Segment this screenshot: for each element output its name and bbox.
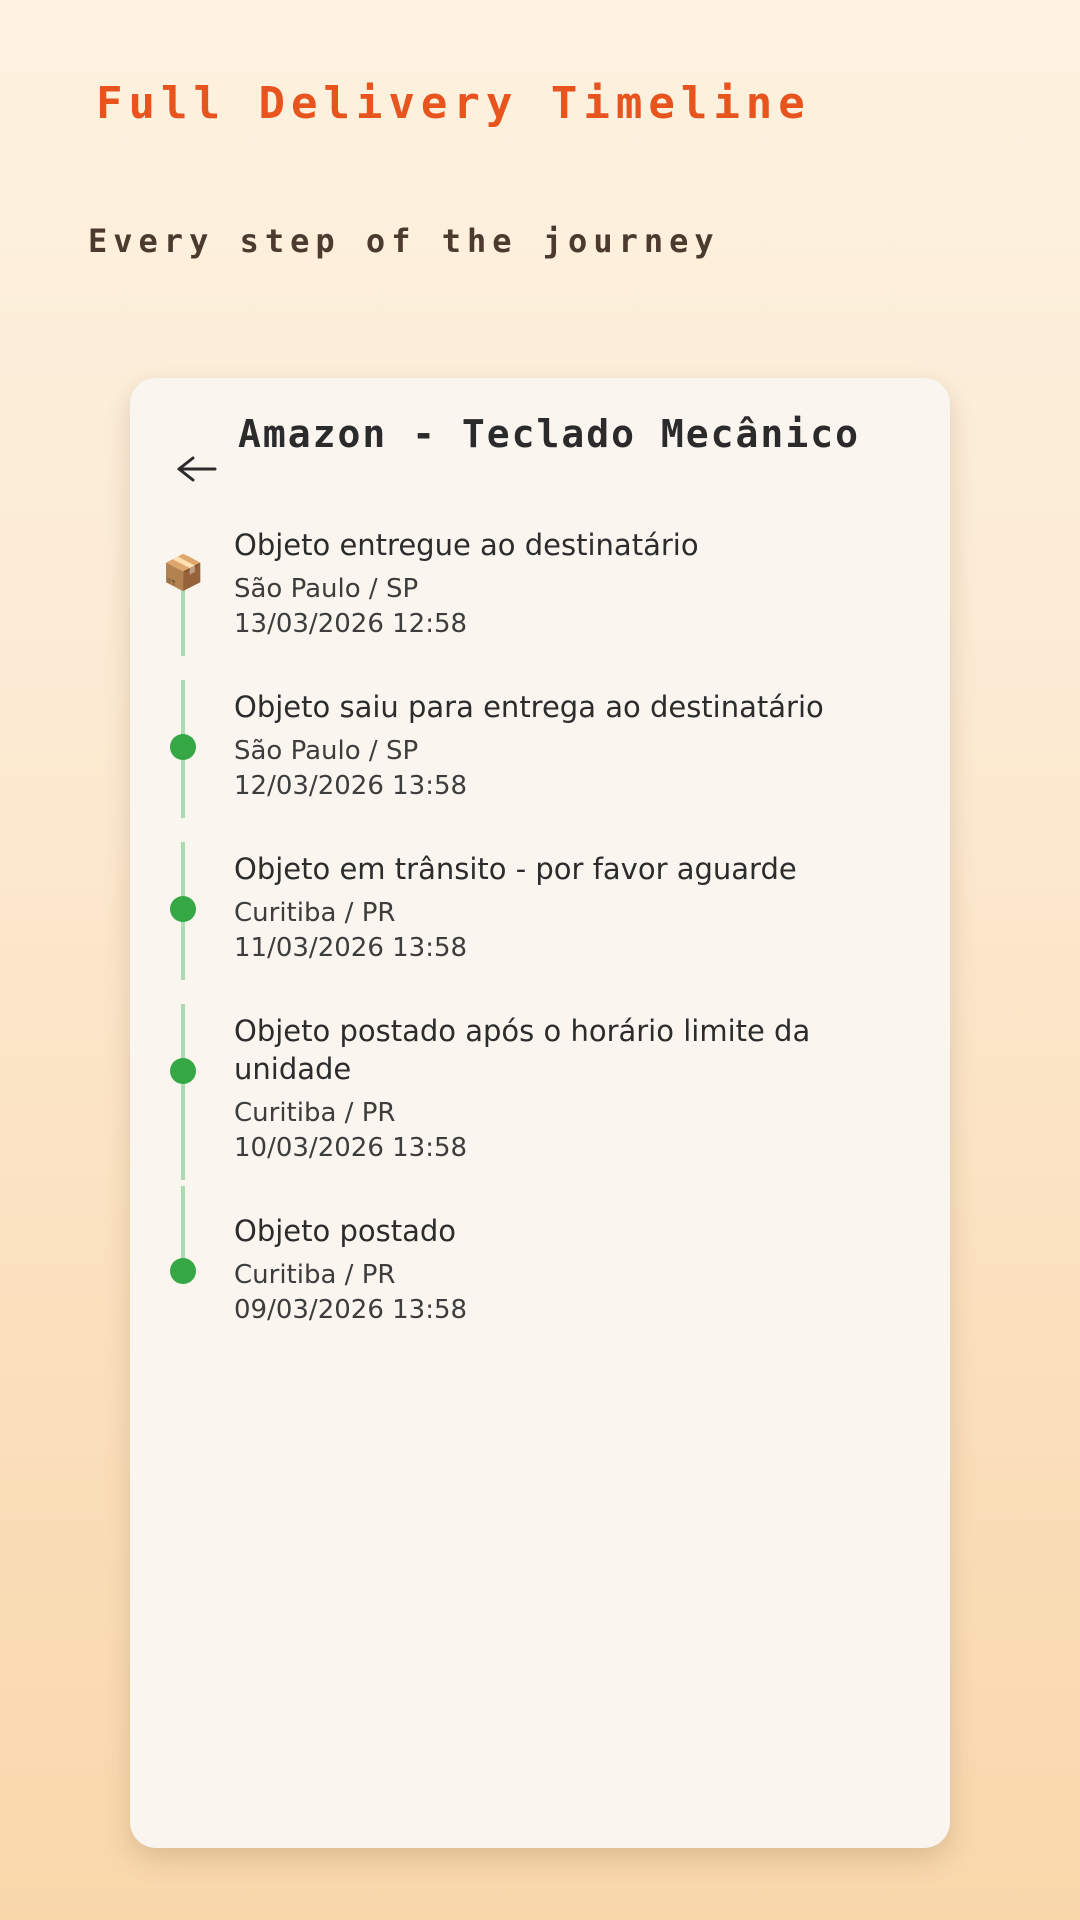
timeline-event[interactable] xyxy=(130,842,910,1004)
timeline-rail xyxy=(130,1004,234,1166)
timeline-event[interactable] xyxy=(130,680,910,842)
timeline-event[interactable] xyxy=(130,1004,910,1204)
back-button[interactable] xyxy=(166,410,228,484)
timeline-rail xyxy=(130,518,234,642)
timeline-event-content xyxy=(234,518,910,642)
timeline-event-status: Objeto entregue ao destinatário xyxy=(234,528,699,562)
tracking-card xyxy=(130,378,950,1848)
timeline-event-status: Objeto em trânsito - por favor aguarde xyxy=(234,851,797,886)
package-delivered-icon: 📦 xyxy=(162,553,205,593)
timeline-dot-icon xyxy=(170,1058,196,1084)
timeline-event-location: Curitiba / PR xyxy=(234,1098,396,1129)
timeline-event-content xyxy=(234,1204,910,1328)
timeline-event-location: São Paulo / SP xyxy=(234,736,419,767)
timeline-event-status: Objeto postado após o horário limite da unidade xyxy=(234,1013,811,1087)
timeline-event-location: Curitiba / PR xyxy=(234,898,396,929)
page-subtitle: Every step of the journey xyxy=(88,222,720,260)
timeline-list xyxy=(130,518,950,1366)
timeline-event-status: Objeto saiu para entrega ao destinatário xyxy=(234,689,824,724)
timeline-rail xyxy=(130,842,234,966)
page-title: Full Delivery Timeline xyxy=(96,78,811,129)
timeline-dot-icon xyxy=(170,734,196,760)
timeline-line xyxy=(181,1004,185,1180)
timeline-event-date: 12/03/2026 13:58 xyxy=(234,771,468,802)
timeline-event-content xyxy=(234,1004,910,1166)
arrow-left-icon xyxy=(175,454,219,484)
timeline-event-location: Curitiba / PR xyxy=(234,1260,396,1291)
timeline-event-content xyxy=(234,842,910,966)
timeline-event-location: São Paulo / SP xyxy=(234,574,419,605)
timeline-dot-icon xyxy=(170,1258,196,1284)
timeline-rail xyxy=(130,1204,234,1328)
timeline-event-content xyxy=(234,680,910,804)
timeline-event[interactable] xyxy=(130,1204,910,1366)
shipment-title: Amazon - Teclado Mecânico xyxy=(238,412,860,456)
timeline-event[interactable] xyxy=(130,518,910,680)
timeline-event-status: Objeto postado xyxy=(234,1213,457,1248)
timeline-event-date: 13/03/2026 12:58 xyxy=(234,609,468,640)
app-header xyxy=(130,378,950,494)
timeline-event-date: 11/03/2026 13:58 xyxy=(234,932,468,963)
timeline-event-date: 10/03/2026 13:58 xyxy=(234,1133,468,1164)
timeline-event-date: 09/03/2026 13:58 xyxy=(234,1295,468,1326)
timeline-rail xyxy=(130,680,234,804)
timeline-dot-icon xyxy=(170,896,196,922)
